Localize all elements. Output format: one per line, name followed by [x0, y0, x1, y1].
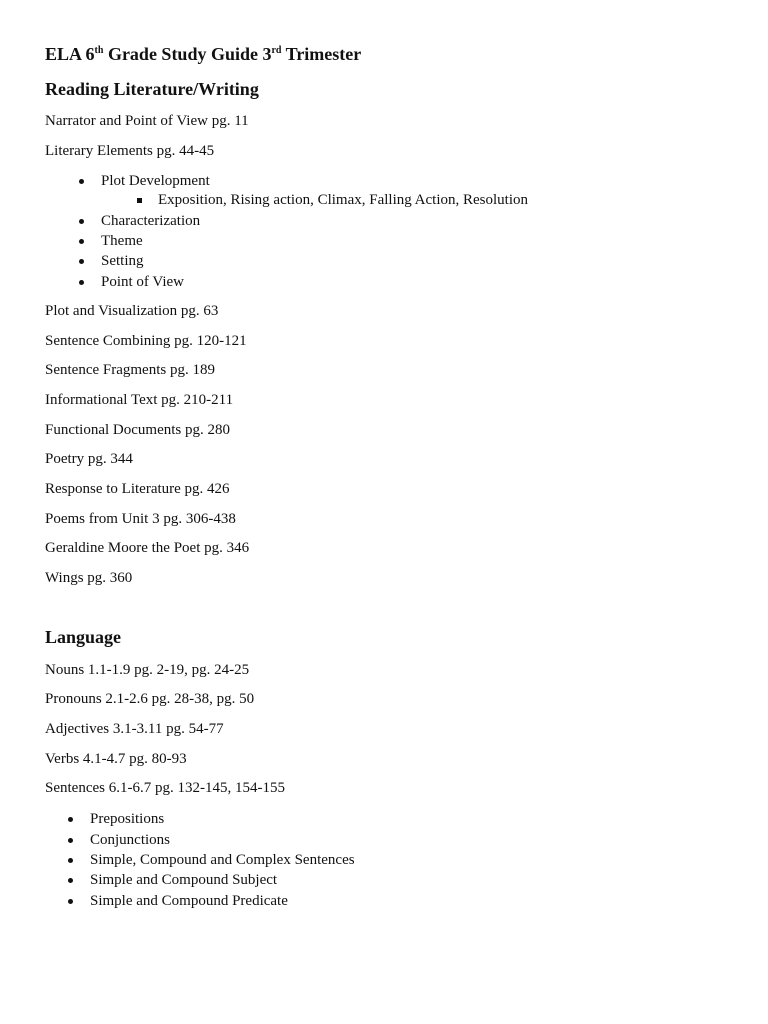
list-item: Plot Development [101, 173, 210, 189]
bullet-icon [68, 858, 73, 863]
title-part: Grade Study Guide 3 [103, 44, 272, 64]
bullet-icon [68, 878, 73, 883]
list-item: Theme [101, 233, 143, 249]
page-title [45, 44, 361, 65]
text-line: Adjectives 3.1-3.11 pg. 54-77 [45, 721, 224, 737]
list-item: Simple, Compound and Complex Sentences [90, 852, 355, 868]
bullet-icon [68, 899, 73, 904]
title-part: ELA 6 [45, 44, 95, 64]
list-item: Point of View [101, 274, 184, 290]
text-line: Verbs 4.1-4.7 pg. 80-93 [45, 751, 187, 767]
list-item: Conjunctions [90, 832, 171, 848]
list-item: Characterization [101, 213, 201, 229]
bullet-icon [79, 239, 84, 244]
text-line: Functional Documents pg. 280 [45, 422, 230, 438]
section-heading-language: Language [45, 627, 122, 647]
list-item: Simple and Compound Subject [90, 872, 278, 888]
bullet-icon [79, 280, 84, 285]
bullet-icon [68, 817, 73, 822]
text-line: Informational Text pg. 210-211 [45, 392, 234, 408]
text-line: Plot and Visualization pg. 63 [45, 303, 219, 319]
text-line: Geraldine Moore the Poet pg. 346 [45, 540, 250, 556]
sub-list-item: Exposition, Rising action, Climax, Falling Action, Resolution [158, 192, 528, 208]
bullet-icon [79, 179, 84, 184]
list-item: Prepositions [90, 811, 165, 827]
bullet-icon [79, 259, 84, 264]
text-line: Poems from Unit 3 pg. 306-438 [45, 511, 236, 527]
square-bullet-icon [137, 198, 142, 203]
text-line: Nouns 1.1-1.9 pg. 2-19, pg. 24-25 [45, 662, 250, 678]
bullet-icon [79, 219, 84, 224]
text-line: Sentence Fragments pg. 189 [45, 362, 215, 378]
text-line: Narrator and Point of View pg. 11 [45, 113, 249, 129]
list-item: Setting [101, 253, 144, 269]
title-superscript: th [94, 45, 104, 56]
text-line: Sentences 6.1-6.7 pg. 132-145, 154-155 [45, 780, 285, 796]
title-part: Trimester [281, 44, 362, 64]
text-line: Pronouns 2.1-2.6 pg. 28-38, pg. 50 [45, 691, 255, 707]
text-line: Response to Literature pg. 426 [45, 481, 230, 497]
text-line: Literary Elements pg. 44-45 [45, 143, 215, 159]
bullet-icon [68, 838, 73, 843]
section-heading-reading: Reading Literature/Writing [45, 79, 259, 99]
text-line: Sentence Combining pg. 120-121 [45, 333, 247, 349]
text-line: Poetry pg. 344 [45, 451, 133, 467]
list-item: Simple and Compound Predicate [90, 893, 288, 909]
text-line: Wings pg. 360 [45, 570, 133, 586]
title-superscript: rd [271, 45, 282, 56]
